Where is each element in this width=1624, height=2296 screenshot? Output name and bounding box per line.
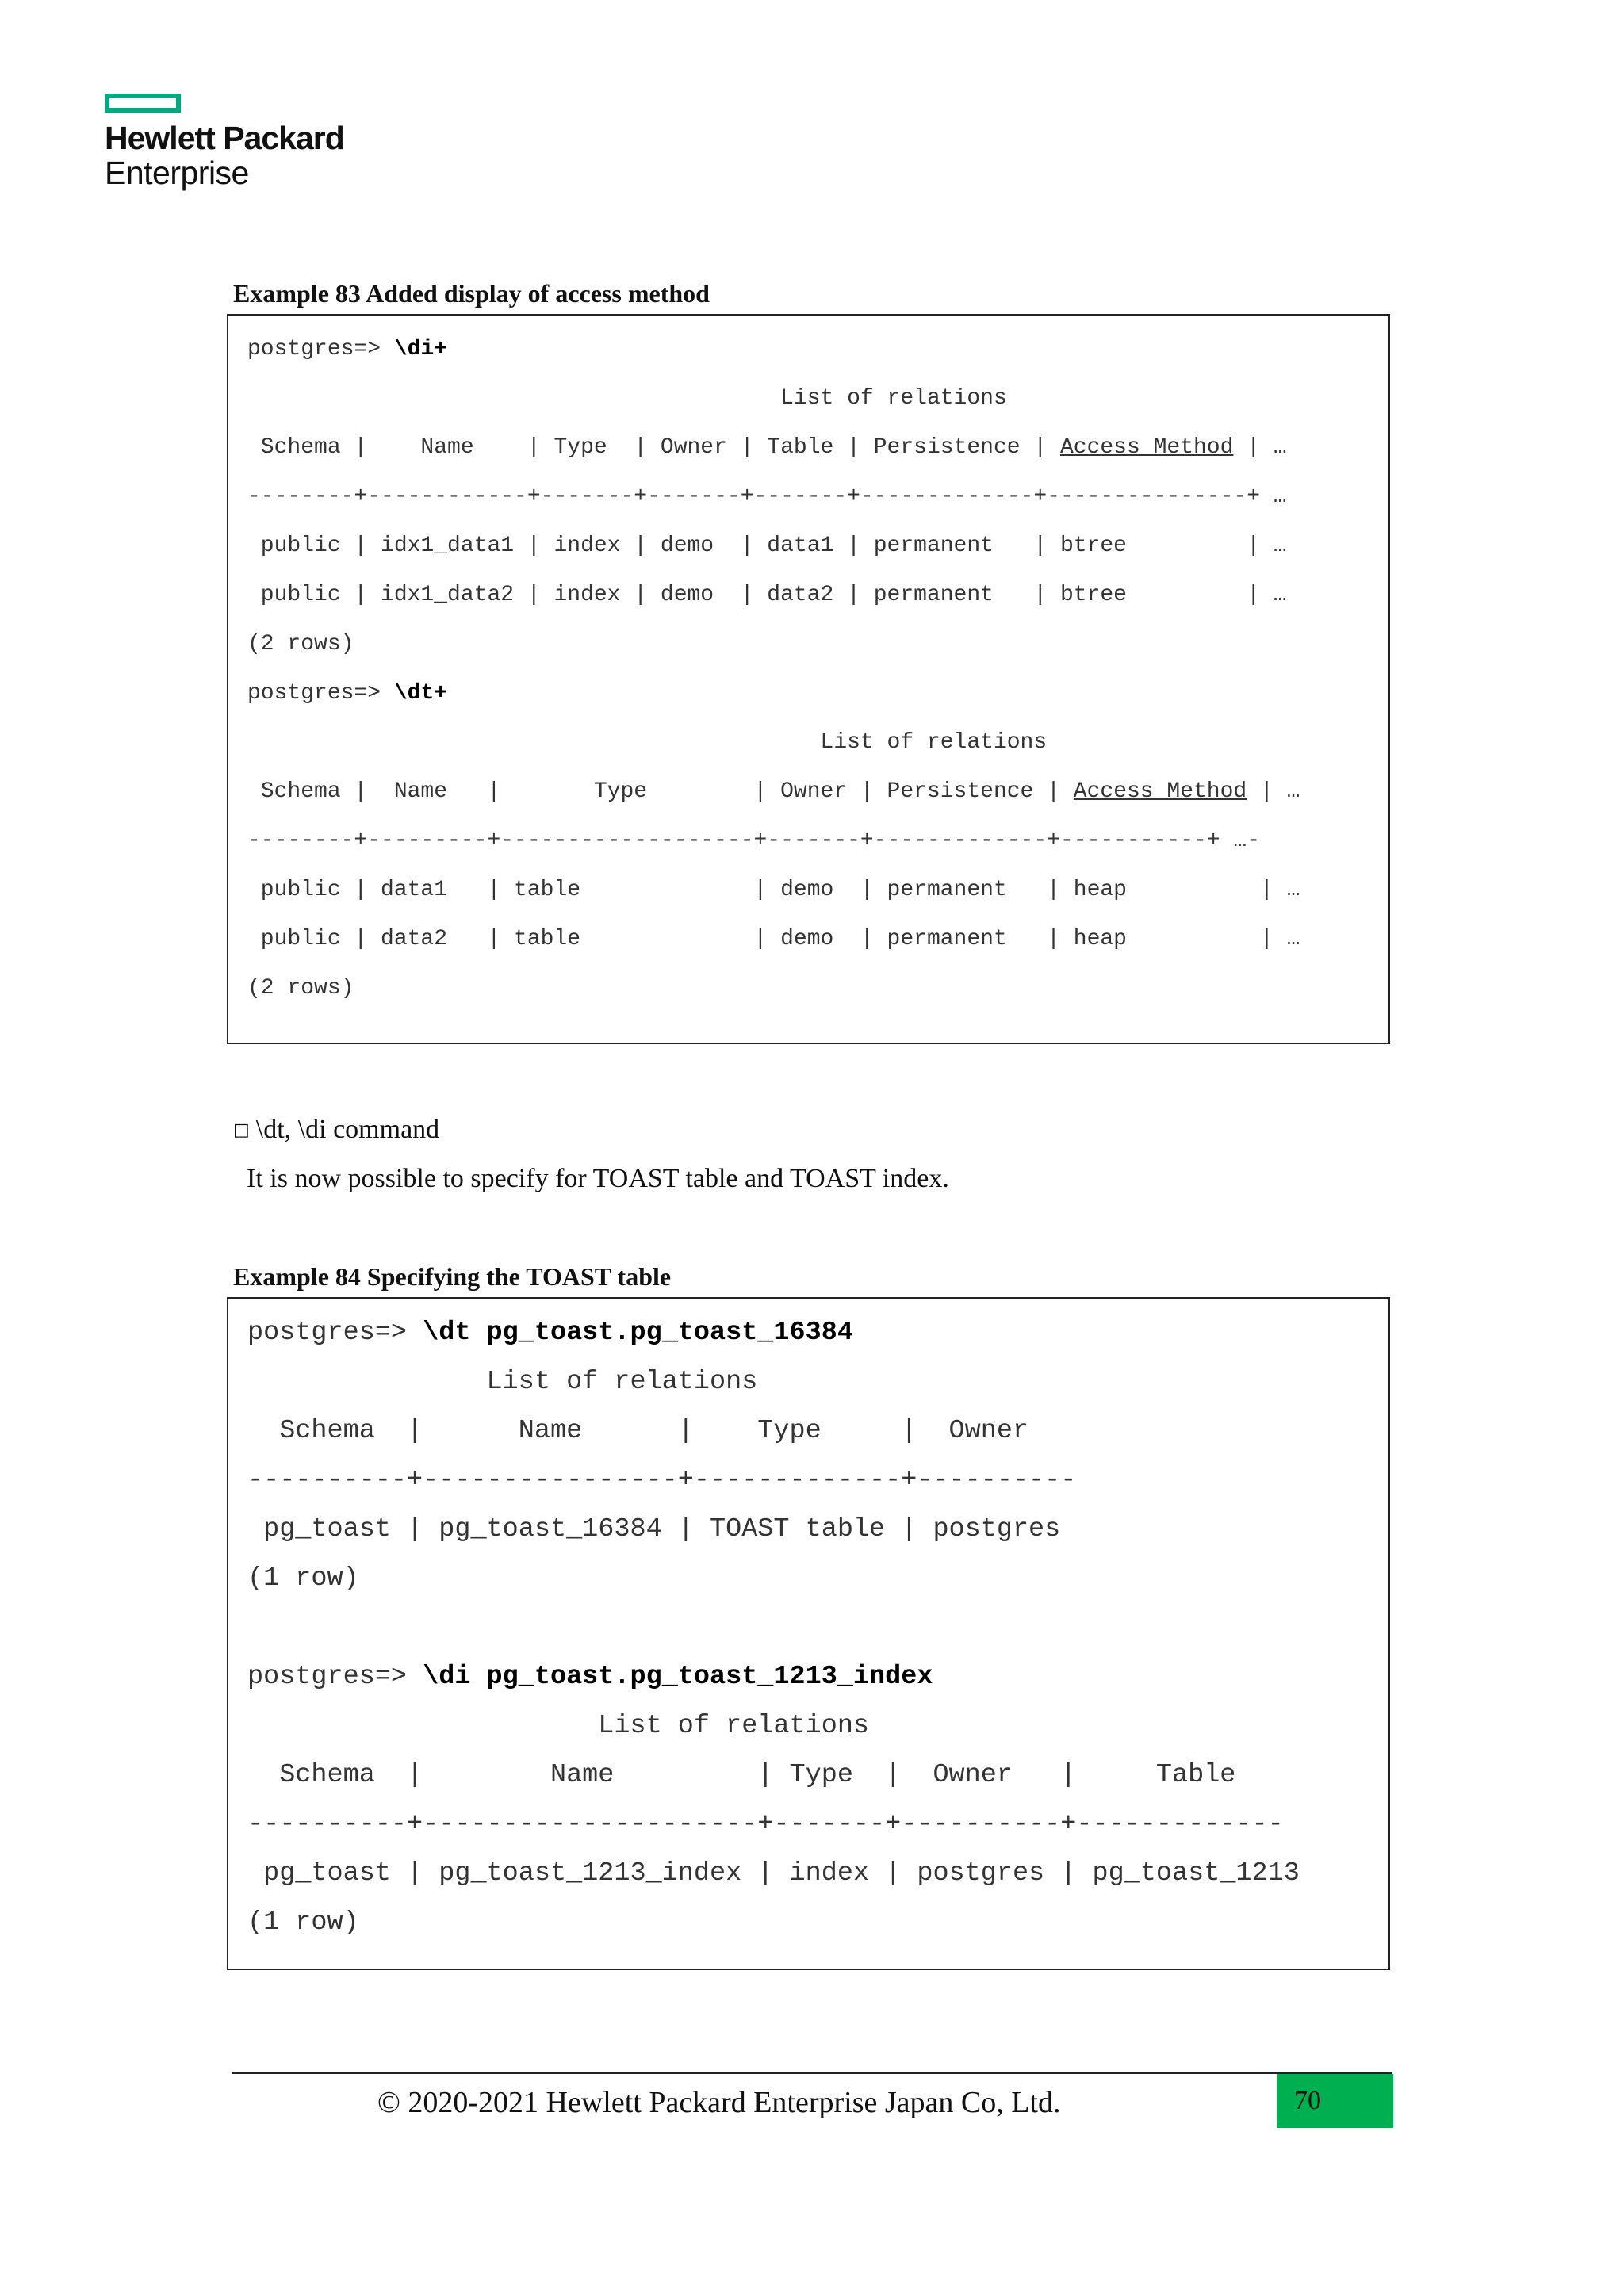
code-line: postgres=> \di+ [247, 337, 448, 362]
example83-code-box [227, 314, 1390, 1044]
example83-caption: Example 83 Added display of access method [233, 279, 710, 308]
code-line: public | idx1_data2 | index | demo | data2 | permanent | btree | … [247, 583, 1287, 607]
code-line: ----------+----------------+-------------+---------- [247, 1465, 1077, 1495]
code-line: List of relations [247, 386, 1007, 411]
code-line: (1 row) [247, 1908, 359, 1938]
bullet-square-icon: □ [233, 1120, 250, 1140]
logo-text-line2: Enterprise [105, 155, 249, 191]
section-heading [233, 1115, 439, 1145]
footer-divider [232, 2072, 1392, 2074]
code-line: postgres=> \dt+ [247, 681, 448, 706]
hpe-logo-mark [105, 94, 181, 113]
code-line: postgres=> \dt pg_toast.pg_toast_16384 [247, 1318, 853, 1348]
code-line [247, 1603, 1300, 1652]
code-line: List of relations [247, 730, 1048, 755]
logo-text-line1: Hewlett Packard [105, 120, 344, 156]
code-line: --------+---------+-------------------+-------+-------------+-----------+ …- [247, 828, 1261, 853]
code-line: public | idx1_data1 | index | demo | data1 | permanent | btree | … [247, 534, 1287, 558]
code-line: pg_toast | pg_toast_16384 | TOAST table | postgres [247, 1514, 1061, 1544]
hpe-logo [105, 94, 344, 190]
code-line: (2 rows) [247, 976, 354, 1001]
code-line: ----------+---------------------+-------+----------+------------- [247, 1809, 1284, 1839]
code-line: List of relations [247, 1711, 870, 1741]
code-line: public | data2 | table | demo | permanent | heap | … [247, 927, 1300, 951]
code-line: pg_toast | pg_toast_1213_index | index | postgres | pg_toast_1213 [247, 1858, 1300, 1888]
section-body-text: It is now possible to specify for TOAST table and TOAST index. [247, 1164, 949, 1193]
code-line: public | data1 | table | demo | permanent | heap | … [247, 878, 1300, 902]
section-heading-text: \dt, \di command [255, 1115, 440, 1144]
code-line: (1 row) [247, 1563, 359, 1594]
code-line: Schema | Name | Type | Owner [247, 1416, 1029, 1446]
code-line: (2 rows) [247, 632, 354, 656]
code-line: Schema | Name | Type | Owner | Table [247, 1760, 1236, 1790]
code-line: postgres=> \di pg_toast.pg_toast_1213_index [247, 1662, 933, 1692]
page-number: 70 [1277, 2074, 1393, 2128]
code-line: Schema | Name | Type | Owner | Table | Persistence | Access Method | … [247, 435, 1287, 460]
example84-code-box [227, 1297, 1390, 1970]
footer-copyright: © 2020-2021 Hewlett Packard Enterprise Japan Co, Ltd. [377, 2086, 1061, 2119]
example84-caption: Example 84 Specifying the TOAST table [233, 1262, 672, 1291]
code-line: List of relations [247, 1367, 758, 1397]
example83-code [247, 325, 1300, 1013]
code-line: --------+------------+-------+-------+-------+-------------+---------------+ … [247, 484, 1287, 509]
example84-code [247, 1308, 1300, 1947]
code-line: Schema | Name | Type | Owner | Persistence | Access Method | … [247, 779, 1300, 804]
